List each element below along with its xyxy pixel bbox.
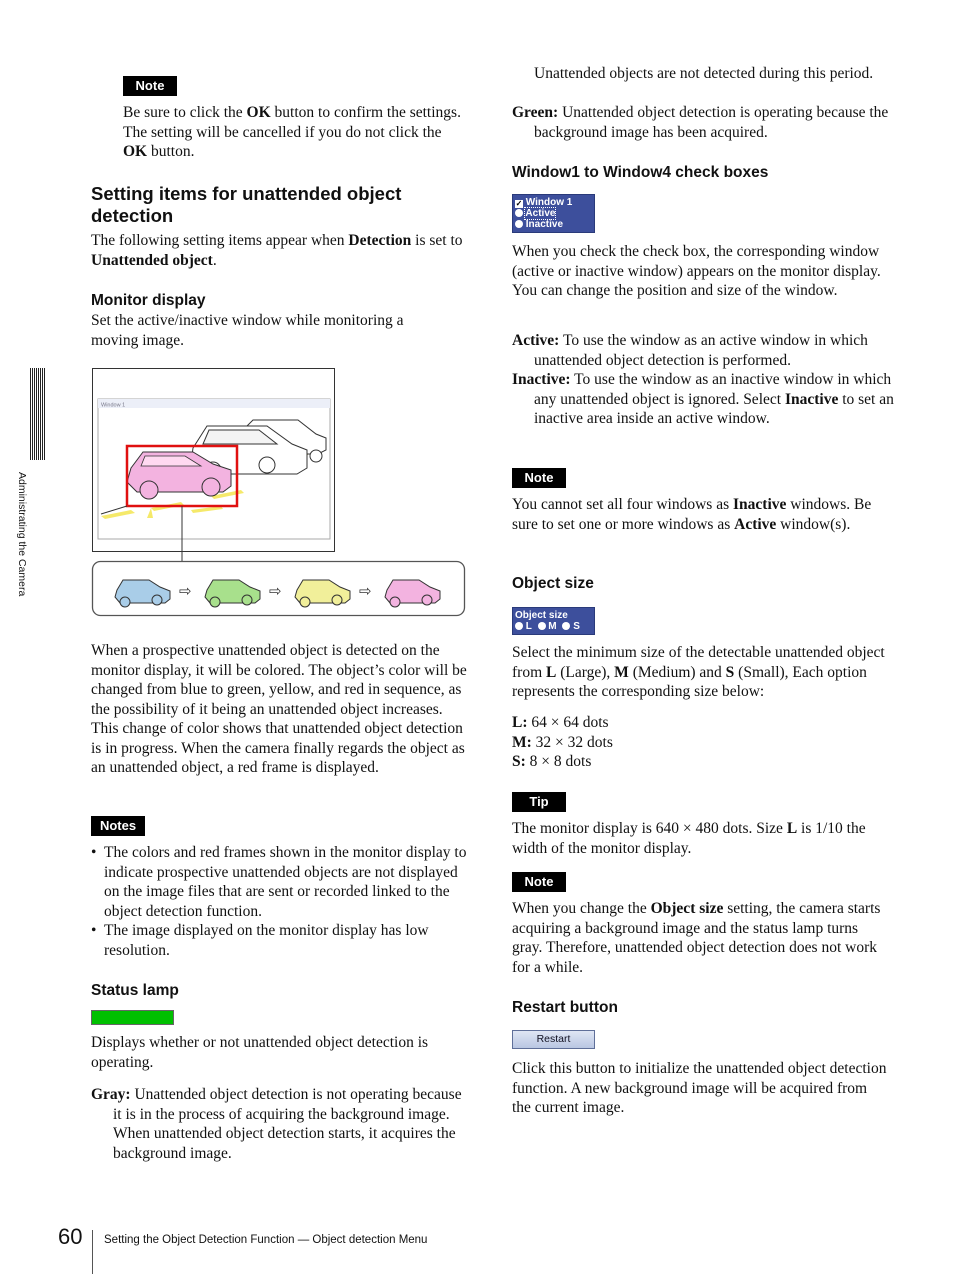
size-term: M: (512, 733, 532, 751)
status-lamp-heading: Status lamp (91, 982, 179, 999)
active-text: To use the window as an active window in which unattended object detection is performed. (534, 332, 868, 369)
gray-definition-cont: Unattended objects are not detected during this period. (534, 65, 874, 82)
note-text: Be sure to click the OK button to confirm the settings. The setting will be cancelled if you do not click the OK button. (123, 104, 461, 160)
size-value: 8 × 8 dots (529, 753, 592, 770)
size-l-label: L (525, 621, 532, 632)
active-radio[interactable] (515, 209, 523, 217)
window-checkbox-heading: Window1 to Window4 check boxes (512, 164, 769, 181)
size-term: L: (512, 714, 528, 731)
object-size-panel-title: Object size (515, 610, 568, 621)
object-size-panel (512, 607, 595, 635)
status-lamp (91, 1010, 174, 1025)
inactive-definition (512, 370, 906, 429)
window-checkbox-label: Window 1 (525, 197, 573, 208)
section-intro: The following setting items appear when Detection is set to Unattended object. (91, 232, 463, 269)
tip-label: Tip (512, 792, 566, 812)
monitor-display-heading: Monitor display (91, 292, 206, 309)
object-size-text: Select the minimum size of the detectable unattended object from L (Large), M (Medium) and S (Small), Each option represents the corresponding size below: (512, 644, 885, 700)
active-radio-label: Active (525, 208, 556, 219)
inactive-term: Inactive: (512, 371, 571, 388)
inactive-text: To use the window as an inactive window in which any unattended object is ignored. Select Inactive to set an inactive area inside an active window. (534, 371, 894, 427)
notes-item: • The image displayed on the monitor display has low resolution. (91, 921, 469, 960)
inactive-radio[interactable] (515, 220, 523, 228)
monitor-figure (91, 368, 467, 618)
object-size-heading: Object size (512, 575, 594, 592)
green-definition (512, 103, 906, 142)
section-title: Setting items for unattended object detection (91, 183, 402, 226)
footer-divider (92, 1230, 93, 1274)
size-value: 32 × 32 dots (535, 733, 613, 751)
monitor-illustration (91, 368, 467, 618)
gray-text: Unattended object detection is not operating because it is in the process of acquiring the background image. When unattended object detection starts, it acquires the background image. (113, 1086, 462, 1162)
active-definition (512, 331, 909, 370)
green-term: Green: (512, 104, 559, 121)
size-m-radio[interactable] (538, 622, 546, 630)
notes-label: Notes (91, 816, 145, 836)
green-text: Unattended object detection is operating because the background image has been acquired. (534, 104, 889, 141)
size-item (512, 752, 812, 772)
status-lamp-text: Displays whether or not unattended object detection is operating. (91, 1034, 429, 1071)
restart-text: Click this button to initialize the unattended object detection function. A new background image will be acquired from the current image. (512, 1060, 887, 1116)
note-label: Note (512, 468, 566, 488)
section-sidebar-label: Administrating the Camera (16, 472, 28, 597)
size-term: S: (512, 753, 526, 770)
active-term: Active: (512, 332, 560, 349)
figure-window-title: Window 1 (101, 402, 126, 409)
restart-heading: Restart button (512, 999, 618, 1016)
notes-item: • The colors and red frames shown in the monitor display to indicate prospective unattended objects are not displayed on the image files that are sent or recorded linked to the object detection function. (91, 843, 469, 921)
size-value: 64 × 64 dots (531, 714, 609, 731)
note-text: You cannot set all four windows as Inactive windows. Be sure to set one or more windows as Active window(s). (512, 496, 872, 533)
size-list (512, 713, 812, 772)
page-number: 60 (58, 1224, 83, 1249)
size-m-label: M (548, 621, 557, 632)
tip-text: The monitor display is 640 × 480 dots. Size L is 1/10 the width of the monitor display. (512, 820, 866, 857)
running-title: Setting the Object Detection Function — Object detection Menu (104, 1234, 428, 1246)
svg-text:⇨: ⇨ (269, 582, 282, 600)
window-checkbox-text: When you check the check box, the corresponding window (active or inactive window) appears on the monitor display. You can change the position and size of the window. (512, 243, 881, 299)
restart-button[interactable]: Restart (512, 1030, 595, 1049)
gray-definition (91, 1085, 473, 1163)
svg-text:⇨: ⇨ (179, 582, 192, 600)
size-s-label: S (573, 621, 580, 632)
note-label: Note (512, 872, 566, 892)
section-tab-marker (30, 368, 46, 460)
notes-list (91, 843, 469, 960)
size-item (512, 713, 812, 733)
svg-text:⇨: ⇨ (359, 582, 372, 600)
detection-paragraph: When a prospective unattended object is detected on the monitor display, it will be colored. The object’s color will be changed from blue to green, yellow, and red in sequence, as the possibility of it being an unattended object increases. This change of color shows that unattended object detection is in progress. When the camera finally regards the object as an unattended object, a red frame is displayed. (91, 642, 467, 776)
note-text: When you change the Object size setting, the camera starts acquiring a background image and the status lamp turns gray. Therefore, unattended object detection does not work for a while. (512, 900, 881, 976)
size-s-radio[interactable] (562, 622, 570, 630)
size-item (512, 733, 812, 753)
note-label: Note (123, 76, 177, 96)
size-l-radio[interactable] (515, 622, 523, 630)
inactive-radio-label: Inactive (525, 219, 564, 230)
monitor-display-text: Set the active/inactive window while monitoring a moving image. (91, 312, 404, 349)
window-checkbox-panel (512, 194, 595, 233)
gray-term: Gray: (91, 1086, 131, 1103)
window-checkbox[interactable]: ✓ (515, 199, 523, 208)
